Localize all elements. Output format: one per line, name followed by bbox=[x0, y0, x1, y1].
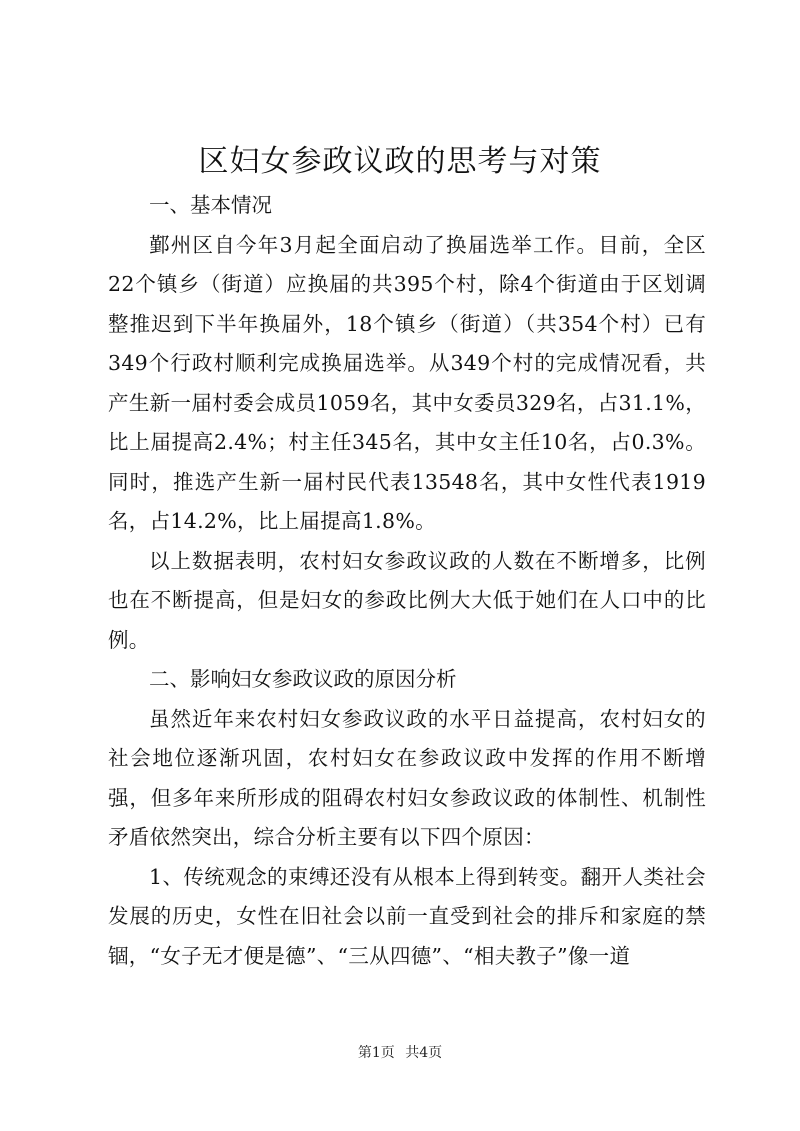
page-total: 共4页 bbox=[405, 1045, 443, 1061]
paragraph-data-conclusion: 以上数据表明，农村妇女参政议政的人数在不断增多，比例也在不断提高，但是妇女的参政比例大大低于她们在人口中的比例。 bbox=[108, 548, 706, 652]
section-heading-causes: 二、影响妇女参政议政的原因分析 bbox=[149, 667, 457, 691]
document-title: 区妇女参政议政的思考与对策 bbox=[198, 144, 602, 179]
document-body bbox=[108, 186, 706, 976]
paragraph-election-stats: 鄞州区自今年3月起全面启动了换届选举工作。目前，全区22个镇乡（街道）应换届的共395个村，除4个街道由于区划调整推迟到下半年换届外，18个镇乡（街道）（共354个村）已有349个行政村顺利完成换届选举。从349个村的完成情况看，共产生新一届村委会成员1059名，其中女委员329名，占31.1%，比上届提高2.4%；村主任345名，其中女主任10名，占0.3%。同时，推选产生新一届村民代表13548名，其中女性代表1919名，占14.2%，比上届提高1.8%。 bbox=[108, 232, 706, 533]
paragraph-causes-intro: 虽然近年来农村妇女参政议政的水平日益提高，农村妇女的社会地位逐渐巩固，农村妇女在参政议政中发挥的作用不断增强，但多年来所形成的阻碍农村妇女参政议政的体制性、机制性矛盾依然突出，综合分析主要有以下四个原因： bbox=[108, 706, 706, 849]
paragraph-cause-1: 1、传统观念的束缚还没有从根本上得到转变。翻开人类社会发展的历史，女性在旧社会以前一直受到社会的排斥和家庭的禁锢，“女子无才便是德”、“三从四德”、“相夫教子”像一道 bbox=[108, 864, 706, 968]
page-footer bbox=[0, 1043, 800, 1063]
page-number: 第1页 bbox=[357, 1045, 395, 1061]
section-heading-basic: 一、基本情况 bbox=[149, 193, 272, 217]
